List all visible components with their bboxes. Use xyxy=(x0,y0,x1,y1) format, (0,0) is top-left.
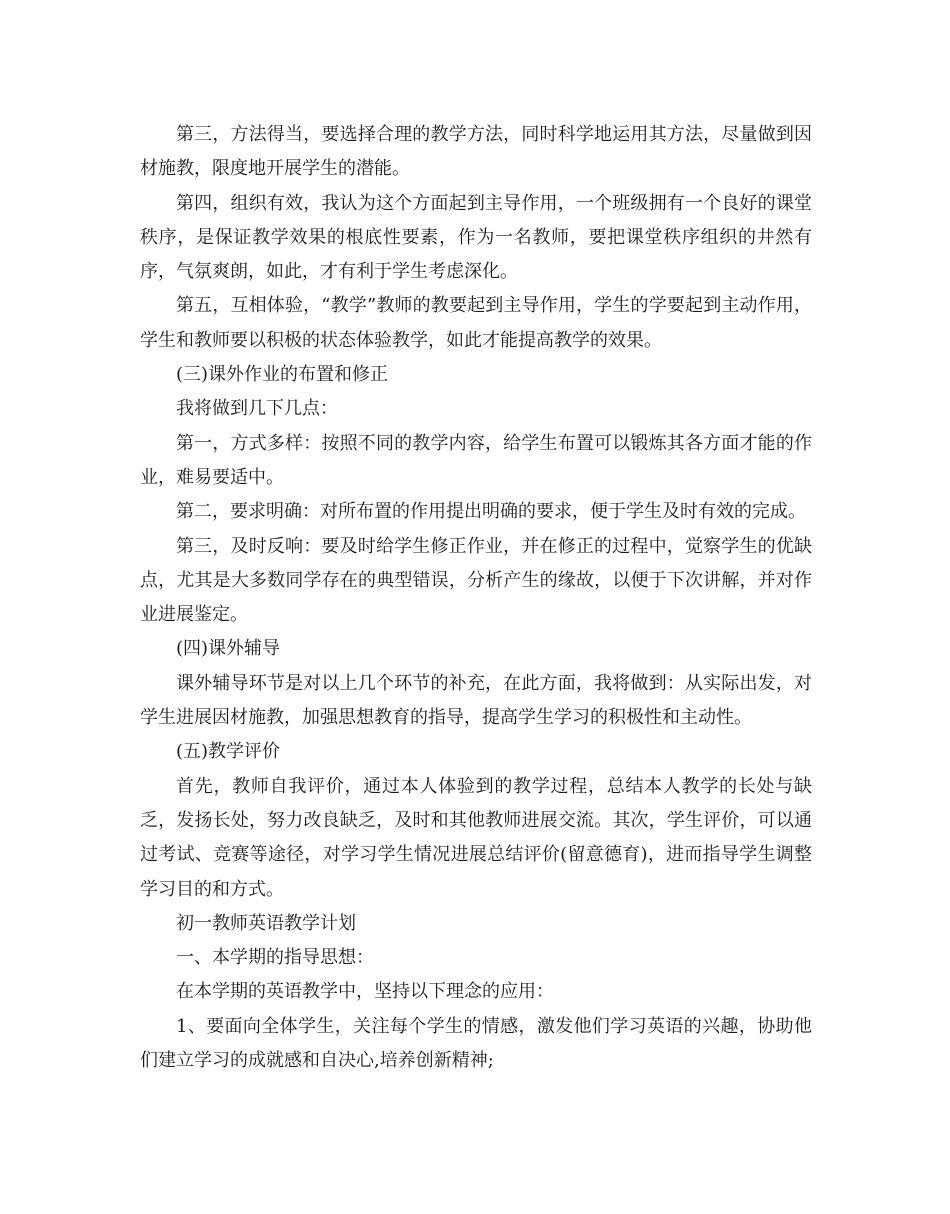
section-heading: 一、本学期的指导思想： xyxy=(176,947,374,969)
document-title: 初一教师英语教学计划 xyxy=(176,912,356,934)
paragraph: 我将做到几下几点： xyxy=(176,398,338,420)
list-item: 1、要面向全体学生，关注每个学生的情感，激发他们学习英语的兴趣，协助他们建立学习的成就感和自决心,培养创新精神; xyxy=(140,1015,812,1072)
paragraph: 第五，互相体验，“教学”教师的教要起到主导作用，学生的学要起到主动作用，学生和教师要以积极的状态体验教学，如此才能提高教学的效果。 xyxy=(140,295,812,351)
paragraph: 第三，及时反响：要及时给学生修正作业，并在修正的过程中，觉察学生的优缺点，尤其是大多数同学存在的典型错误，分析产生的缘故，以便于下次讲解，并对作业进展鉴定。 xyxy=(140,535,812,626)
paragraph: 第三，方法得当，要选择合理的教学方法，同时科学地运用其方法，尽量做到因材施教，限度地开展学生的潜能。 xyxy=(140,124,812,180)
paragraph: 第四，组织有效，我认为这个方面起到主导作用，一个班级拥有一个良好的课堂秩序，是保证教学效果的根底性要素，作为一名教师，要把课堂秩序组织的井然有序，气氛爽朗，如此，才有利于学生考虑深化。 xyxy=(140,192,812,283)
paragraph: 第二，要求明确：对所布置的作用提出明确的要求，便于学生及时有效的完成。 xyxy=(176,501,806,523)
section-heading: (三)课外作业的布置和修正 xyxy=(176,364,389,386)
paragraph: 首先，教师自我评价，通过本人体验到的教学过程，总结本人教学的长处与缺乏，发扬长处，努力改良缺乏，及时和其他教师进展交流。其次，学生评价，可以通过考试、竞赛等途径，对学习学生情况进展总结评价(留意德育)，进而指导学生调整学习目的和方式。 xyxy=(140,775,812,900)
paragraph: 在本学期的英语教学中，坚持以下理念的应用： xyxy=(176,981,554,1003)
document-body xyxy=(140,118,812,1078)
section-heading: (五)教学评价 xyxy=(176,741,281,763)
section-heading: (四)课外辅导 xyxy=(176,638,281,660)
paragraph: 第一，方式多样：按照不同的教学内容，给学生布置可以锻炼其各方面才能的作业，难易要适中。 xyxy=(140,432,812,488)
paragraph: 课外辅导环节是对以上几个环节的补充，在此方面，我将做到：从实际出发，对学生进展因材施教，加强思想教育的指导，提高学生学习的积极性和主动性。 xyxy=(140,672,812,729)
